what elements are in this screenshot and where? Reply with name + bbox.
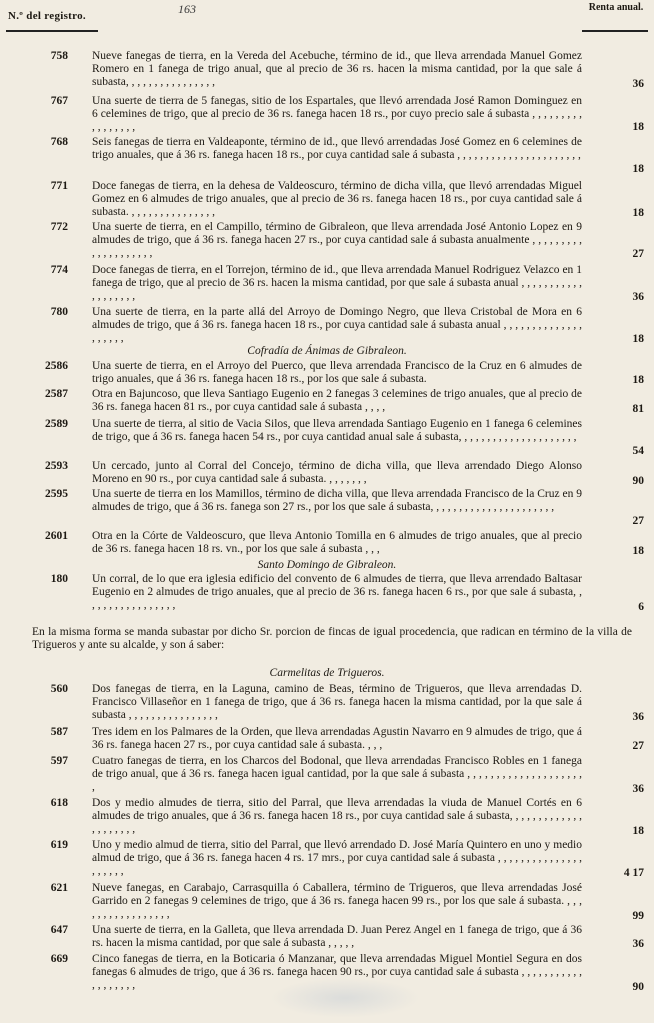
entry-number: 772 (50, 221, 68, 233)
ink-stain (270, 978, 420, 1018)
section-heading: Carmelitas de Trigueros. (269, 667, 385, 679)
entry-rent: 99 (632, 910, 644, 922)
entry-rent: 27 (632, 515, 644, 527)
entry-rent: 36 (632, 783, 644, 795)
entry-rent: 36 (632, 78, 644, 90)
entry-text: Una suerte de tierra, en el Campillo, término de Gibraleon, que lleva arrendada José Antonio Lopez en 9 almudes de trigo, que á 36 rs. fanega hacen 27 rs., por cuya cantidad sale á subasta anualmente , , , , , , , , , , , , , , , , , , , , (92, 221, 582, 259)
entry-rent: 36 (632, 291, 644, 303)
entry-number: 2586 (45, 360, 68, 372)
entry-rent: 54 (632, 445, 644, 457)
entry-number: 647 (50, 924, 68, 936)
entry-text: Una suerte de tierra de 5 fanegas, sitio de los Espartales, que llevó arrendada José Ramon Dominguez en 6 celemines de trigo, que al precio de 36 rs. fanega hacen 18 rs., por cuyo precio sale á subasta , , , , , , , , , , , , , , , , , (92, 95, 582, 133)
entry-number: 2595 (45, 488, 68, 500)
entry-number: 621 (50, 882, 68, 894)
entry-text: Cinco fanegas de tierra, en la Boticaria ó Manzanar, que lleva arrendadas Miguel Montiel Segura en dos fanegas 6 almudes de trigo, que á 36 rs. fanega hacen 90 rs., por cuya cantidad sale á subasta , , , , , , , , , , , , , , , , , , , (92, 953, 582, 991)
entry-rent: 90 (632, 981, 644, 993)
entry-text: Dos y medio almudes de tierra, sitio del Parral, que lleva arrendadas la viuda de Manuel Cortés en 6 almudes de trigo anuales, que á 36 rs. fanega hacen 18 rs., por cuya cantidad sale á subasta, , , , , , , , , , , , , , , , , , , , , (92, 797, 582, 835)
entry-number: 619 (50, 839, 68, 851)
entry-text: Nueve fanegas, en Carabajo, Carrasquilla ó Caballera, término de Trigueros, que lleva arrendadas José Garrido en 2 fanegas 9 celemines de trigo, que á 36 rs. fanega hacen 99 rs., por los que sale á subasta. , , , , , , , , , , , , , , , , , (92, 882, 582, 920)
entry-number: 2601 (45, 530, 68, 542)
entry-rent: 27 (632, 740, 644, 752)
entry-rent: 81 (632, 403, 644, 415)
entry-number: 560 (50, 683, 68, 695)
entry-rent: 18 (632, 825, 644, 837)
entry-number: 2587 (45, 388, 68, 400)
entry-text: Cuatro fanegas de tierra, en los Charcos del Bodonal, que lleva arrendadas Francisco Robles en 1 fanega de trigo anual, que á 36 rs. fanega hacen igual cantidad, por la que sale á subasta , , , , , , , , , , , , , , , , , , , , , (92, 755, 582, 793)
entry-rent: 18 (632, 545, 644, 557)
entry-text: Una suerte de tierra, al sitio de Vacia Silos, que lleva arrendada Santiago Eugenio en 1 fanega 6 celemines de trigo, que á 36 rs. fanega hacen 54 rs., por cuya cantidad anual sale á subasta, , , , , , , , , , , , , , , , , , , , , (92, 418, 582, 443)
entry-rent: 6 (638, 601, 644, 613)
entry-number: 780 (50, 306, 68, 318)
entry-text: Uno y medio almud de tierra, sitio del Parral, que llevó arrendado D. José María Quintero en uno y medio almud de trigo, que á 36 rs. fanega hacen 4 rs. 17 mrs., por cuya cantidad sale á subasta , , , , , , , , , , , , , , , , , , , , , (92, 839, 582, 877)
entry-text: Un corral, de lo que era iglesia edificio del convento de 6 almudes de tierra, que lleva arrendado Baltasar Eugenio en 2 almudes de trigo anuales, que al precio de 36 rs. fanega hacen 6 rs., por que sale á subasta, , , , , , , , , , , , , , , , , (92, 573, 582, 611)
entry-text: Una suerte de tierra, en la Galleta, que lleva arrendada D. Juan Perez Angel en 1 fanega de trigo, que á 36 rs. hacen la misma cantidad, por que sale á subasta , , , , , (92, 924, 582, 949)
entry-number: 618 (50, 797, 68, 809)
entry-text: Dos fanegas de tierra, en la Laguna, camino de Beas, término de Trigueros, que lleva arrendadas D. Francisco Villaseñor en 1 fanega de trigo, que á 36 rs. fanega hacen la misma cantidad, por la que sale á subasta , , , , , , , , , , , , , , , , (92, 683, 582, 721)
entry-number: 180 (50, 573, 68, 585)
entry-number: 2589 (45, 418, 68, 430)
entry-text: Una suerte de tierra, en la parte allá del Arroyo de Domingo Negro, que lleva Cristobal de Mora en 6 almudes de trigo, que á 36 rs. fanega hacen 18 rs., por cuya cantidad sale á subasta anual , , , , , , , , , , , , , , , , , , , , (92, 306, 582, 344)
entry-number: 768 (50, 136, 68, 148)
section-heading: Santo Domingo de Gibraleon. (257, 559, 397, 571)
rent-header: Renta anual. (588, 2, 644, 13)
folio-number: 163 (178, 2, 196, 16)
registry-header: N.º del registro. (8, 10, 86, 22)
entry-number: 758 (50, 50, 68, 62)
entry-text: Otra en Bajuncoso, que lleva Santiago Eugenio en 2 fanegas 3 celemines de trigo anuales, que al precio de 36 rs. fanega hacen 81 rs., por cuya cantidad sale á subasta , , , , (92, 388, 582, 413)
header-rule-right (582, 30, 648, 32)
entry-rent: 18 (632, 207, 644, 219)
entry-text: Una suerte de tierra, en el Arroyo del Puerco, que lleva arrendada Francisco de la Cruz en 6 almudes de trigo anuales, que á 36 rs. fanega hacen 18 rs., por los que sale á subasta. (92, 360, 582, 385)
entry-rent: 27 (632, 248, 644, 260)
section-heading: Cofradía de Ánimas de Gibraleon. (247, 345, 407, 357)
entry-number: 587 (50, 726, 68, 738)
entry-rent: 18 (632, 163, 644, 175)
entry-text: Una suerte de tierra en los Mamillos, término de dicha villa, que lleva arrendada Francisco de la Cruz en 9 almudes de trigo, que á 36 rs. fanega son 27 rs., por los que sale á subasta, , , , , , , , , , , , , , , , , , , , , , (92, 488, 582, 513)
entry-number: 597 (50, 755, 68, 767)
entry-text: Otra en la Córte de Valdeoscuro, que lleva Antonio Tomilla en 6 almudes de trigo anuales, que al precio de 36 rs. fanega hacen 18 rs. vn., por los que sale á subasta , , , (92, 530, 582, 555)
entry-number: 774 (50, 264, 68, 276)
entry-text: Doce fanegas de tierra, en la dehesa de Valdeoscuro, término de dicha villa, que llevó arrendadas Miguel Gomez en 6 almudes de trigo anuales, que al precio de 36 rs. fanega hacen 18 rs., por cuya cantidad sale á subasta. , , , , , , , , , , , , , , , (92, 180, 582, 218)
entry-number: 669 (50, 953, 68, 965)
entry-text: Seis fanegas de tierra en Valdeaponte, término de id., que llevó arrendadas José Gomez en 6 celemines de trigo anuales, que á 36 rs. fanega hacen 18 rs., por cuya cantidad sale á subasta , , , , , , , , , , , , , , , , , , , , , , (92, 136, 582, 161)
entry-rent: 18 (632, 374, 644, 386)
entry-text: Un cercado, junto al Corral del Concejo, término de dicha villa, que lleva arrendado Diego Alonso Moreno en 90 rs., por cuya cantidad sale á subasta. , , , , , , , (92, 460, 582, 485)
entry-rent: 18 (632, 121, 644, 133)
entry-rent: 18 (632, 333, 644, 345)
entry-rent: 36 (632, 938, 644, 950)
entry-number: 771 (50, 180, 68, 192)
entry-rent: 36 (632, 711, 644, 723)
entry-number: 2593 (45, 460, 68, 472)
entry-number: 767 (50, 95, 68, 107)
entry-text: Doce fanegas de tierra, en el Torrejon, término de id., que lleva arrendada Manuel Rodriguez Velazco en 1 fanega de trigo, que al precio de 36 rs. hacen la misma cantidad, por que sale á subasta anual , , , , , , , , , , , , , , , , , , , (92, 264, 582, 302)
entry-rent: 4 17 (623, 867, 644, 879)
entry-text: Nueve fanegas de tierra, en la Vereda del Acebuche, término de id., que lleva arrendada Manuel Gomez Romero en 1 fanega de trigo anual, que al precio de 36 rs. hacen la misma cantidad, por la que sale á subasta, , , , , , , , , , , , , , , , (92, 50, 582, 88)
entry-text: Tres idem en los Palmares de la Orden, que lleva arrendadas Agustin Navarro en 9 almudes de trigo, que á 36 rs. fanega hacen 27 rs., por cuya cantidad sale á subasta. , , , (92, 726, 582, 751)
header-rule-left (6, 30, 98, 32)
intro-paragraph: En la misma forma se manda subastar por dicho Sr. porcion de fincas de igual procedencia, que radican en término de la villa de Trigueros y ante su alcalde, y son á saber: (32, 626, 632, 651)
entry-rent: 90 (632, 475, 644, 487)
